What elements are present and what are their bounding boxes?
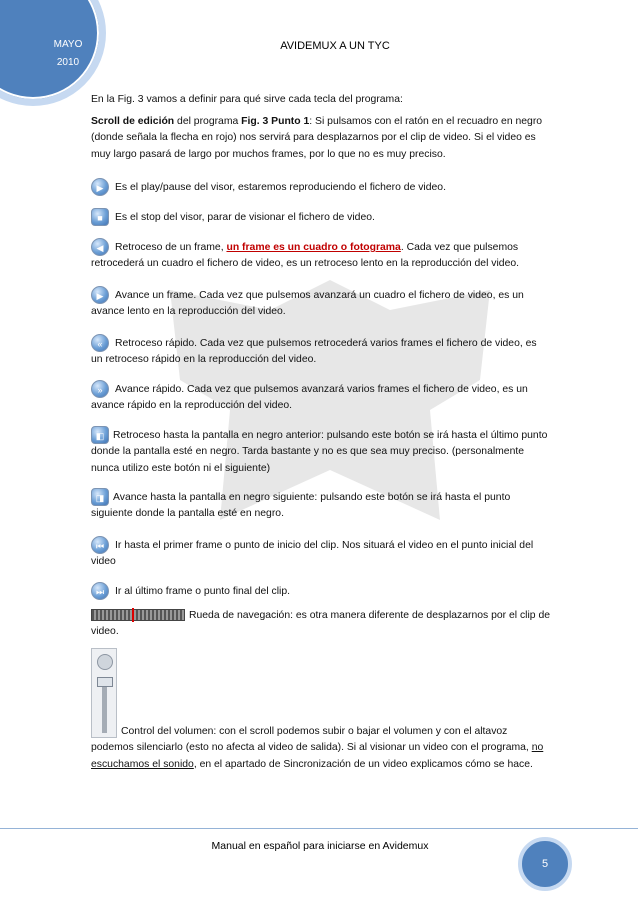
scroll-paragraph bbox=[91, 114, 551, 163]
footer-divider bbox=[0, 828, 638, 829]
date-badge bbox=[48, 36, 88, 72]
last-frame-text: Ir al último frame o punto final del clip. bbox=[115, 585, 290, 597]
play-icon: ▶ bbox=[91, 178, 109, 196]
nav-wheel-paragraph bbox=[91, 608, 551, 641]
next-black-frame-icon: ◨ bbox=[91, 488, 109, 506]
scroll-text-a: del programa bbox=[174, 116, 242, 127]
volume-text-b: , en el apartado de Sincronización de un video explicamos cómo se hace. bbox=[193, 758, 533, 770]
footer-text: Manual en español para iniciarse en Avidemux bbox=[211, 840, 429, 852]
scroll-fig-ref: Fig. 3 Punto 1 bbox=[241, 116, 310, 127]
fast-forward-paragraph bbox=[91, 380, 551, 415]
prev-black-paragraph bbox=[91, 426, 551, 477]
next-black-text: Avance hasta la pantalla en negro siguiente: pulsando este botón se irá hasta el punto siguiente donde la pantalla esté en negro. bbox=[91, 491, 511, 520]
next-frame-paragraph bbox=[91, 286, 551, 321]
first-frame-icon: ⏮ bbox=[91, 536, 109, 554]
play-paragraph bbox=[91, 178, 551, 196]
last-frame-icon: ⏭ bbox=[91, 582, 109, 600]
volume-text-a: Control del volumen: con el scroll podemos subir o bajar el volumen y con el altavoz podemos silenciarlo (esto no afecta al video de salida). Si al visionar un video con el programa, bbox=[91, 726, 532, 754]
stop-icon: ■ bbox=[91, 208, 109, 226]
fast-back-paragraph bbox=[91, 334, 551, 369]
scroll-text-b: : Si pulsamos con el ratón en el recuadro en negro (donde señala la flecha en rojo) nos servirá para desplazarnos por el clip de video. Si el video es muy largo pasará de largo por muchos frames, por lo que no es muy preciso. bbox=[91, 116, 543, 160]
prev-frame-text-b: . Cada vez que pulsemos retrocederá un cuadro el fichero de video, es un retroceso lento en la reproducción del video. bbox=[91, 241, 520, 270]
volume-knob bbox=[97, 677, 113, 687]
play-text: Es el play/pause del visor, estaremos reproduciendo el fichero de video. bbox=[115, 181, 446, 193]
badge-month: MAYO bbox=[53, 39, 83, 50]
fast-forward-icon: » bbox=[91, 380, 109, 398]
intro-paragraph: En la Fig. 3 vamos a definir para qué sirve cada tecla del programa: bbox=[91, 94, 403, 105]
frame-definition-link[interactable]: un frame es un cuadro o fotograma bbox=[226, 241, 401, 253]
fast-forward-text: Avance rápido. Cada vez que pulsemos avanzará varios frames el fichero de video, es un avance rápido en la reproducción del video. bbox=[91, 383, 528, 412]
prev-black-frame-icon: ◧ bbox=[91, 426, 109, 444]
first-frame-paragraph bbox=[91, 536, 551, 571]
prev-black-text: Retroceso hasta la pantalla en negro anterior: pulsando este botón se irá hasta el último punto donde la pantalla esté en negro. Tarda bastante y no es que sea muy preciso. (personalmente nunca utilizo este botón ni el siguiente) bbox=[91, 429, 548, 474]
page-number-badge: 5 bbox=[518, 837, 572, 891]
prev-frame-paragraph bbox=[91, 238, 551, 273]
badge-year: 2010 bbox=[56, 57, 80, 68]
prev-frame-text-a: Retroceso de un frame, bbox=[115, 241, 227, 253]
fast-back-icon: « bbox=[91, 334, 109, 352]
prev-frame-icon: ◀ bbox=[91, 238, 109, 256]
next-black-paragraph bbox=[91, 488, 551, 523]
scroll-label: Scroll de edición bbox=[91, 116, 175, 127]
next-frame-text: Avance un frame. Cada vez que pulsemos avanzará un cuadro el fichero de video, es un avance lento en la reproducción del video. bbox=[91, 289, 524, 318]
stop-text: Es el stop del visor, parar de visionar el fichero de video. bbox=[115, 211, 375, 223]
navigation-wheel-icon bbox=[91, 609, 185, 621]
last-frame-paragraph bbox=[91, 582, 551, 600]
no-sound-link[interactable]: no escuchamos el sonido bbox=[91, 742, 544, 770]
page-header-title: AVIDEMUX A UN TYC bbox=[280, 40, 390, 52]
speaker-icon bbox=[97, 654, 113, 670]
stop-paragraph bbox=[91, 208, 551, 226]
first-frame-text: Ir hasta el primer frame o punto de inicio del clip. Nos situará el video en el punto inicial del video bbox=[91, 539, 534, 568]
nav-wheel-text: Rueda de navegación: es otra manera diferente de desplazarnos por el clip de video. bbox=[91, 610, 551, 638]
next-frame-icon: ▶ bbox=[91, 286, 109, 304]
volume-paragraph bbox=[91, 724, 551, 773]
navigation-wheel-marker bbox=[132, 608, 134, 622]
fast-back-text: Retroceso rápido. Cada vez que pulsemos retrocederá varios frames el fichero de video, es un retroceso rápido en la reproducción del video. bbox=[91, 337, 537, 366]
